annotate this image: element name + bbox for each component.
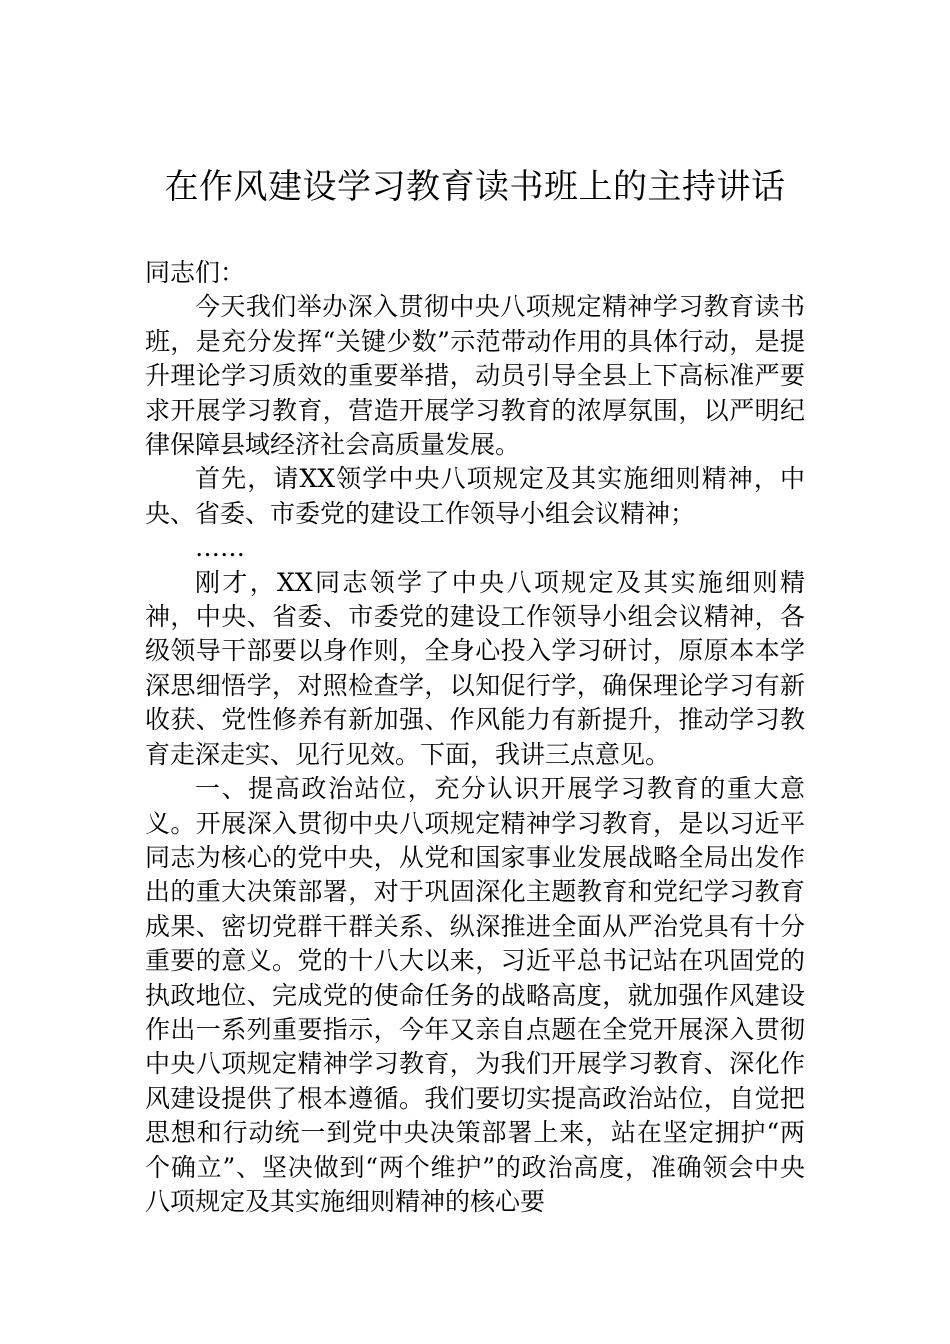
paragraph: 今天我们举办深入贯彻中央八项规定精神学习教育读书班，是充分发挥“关键少数”示范带动作用的具体行动，是提升理论学习质效的重要举措，动员引导全县上下高标准严要求开展学习教育，营造开展学习教育的浓厚氛围，以严明纪律保障县域经济社会高质量发展。: [145, 292, 805, 460]
salutation: 同志们：: [145, 258, 246, 287]
paragraph: 刚才，XX同志领学了中央八项规定及其实施细则精神，中央、省委、市委党的建设工作领导小组会议精神，各级领导干部要以身作则，全身心投入学习研讨，原原本本学深思细悟学，对照检查学，以知促行学，确保理论学习有新收获、党性修养有新加强、作风能力有新提升，推动学习教育走深走实、见行见效。下面，我讲三点意见。: [145, 567, 805, 769]
paragraph: 一、提高政治站位，充分认识开展学习教育的重大意义。开展深入贯彻中央八项规定精神学习教育，是以习近平同志为核心的党中央，从党和国家事业发展战略全局出发作出的重大决策部署，对于巩固深化主题教育和党纪学习教育成果、密切党群干群关系、纵深推进全面从严治党具有十分重要的意义。党的十八大以来，习近平总书记站在巩固党的执政地位、完成党的使命任务的战略高度，就加强作风建设作出一系列重要指示，今年又亲自点题在全党开展深入贯彻中央八项规定精神学习教育，为我们开展学习教育、深化作风建设提供了根本遵循。我们要切实提高政治站位，自觉把思想和行动统一到党中央决策部署上来，站在坚定拥护“两个确立”、坚决做到“两个维护”的政治高度，准确领会中央八项规定及其实施细则精神的核心要: [145, 774, 805, 1216]
paragraph: 首先，请XX领学中央八项规定及其实施细则精神，中央、省委、市委党的建设工作领导小组会议精神；: [145, 464, 805, 528]
ellipsis-paragraph: ……: [195, 533, 245, 563]
document-body: [145, 256, 805, 1219]
document-title: 在作风建设学习教育读书班上的主持讲话: [164, 167, 786, 207]
